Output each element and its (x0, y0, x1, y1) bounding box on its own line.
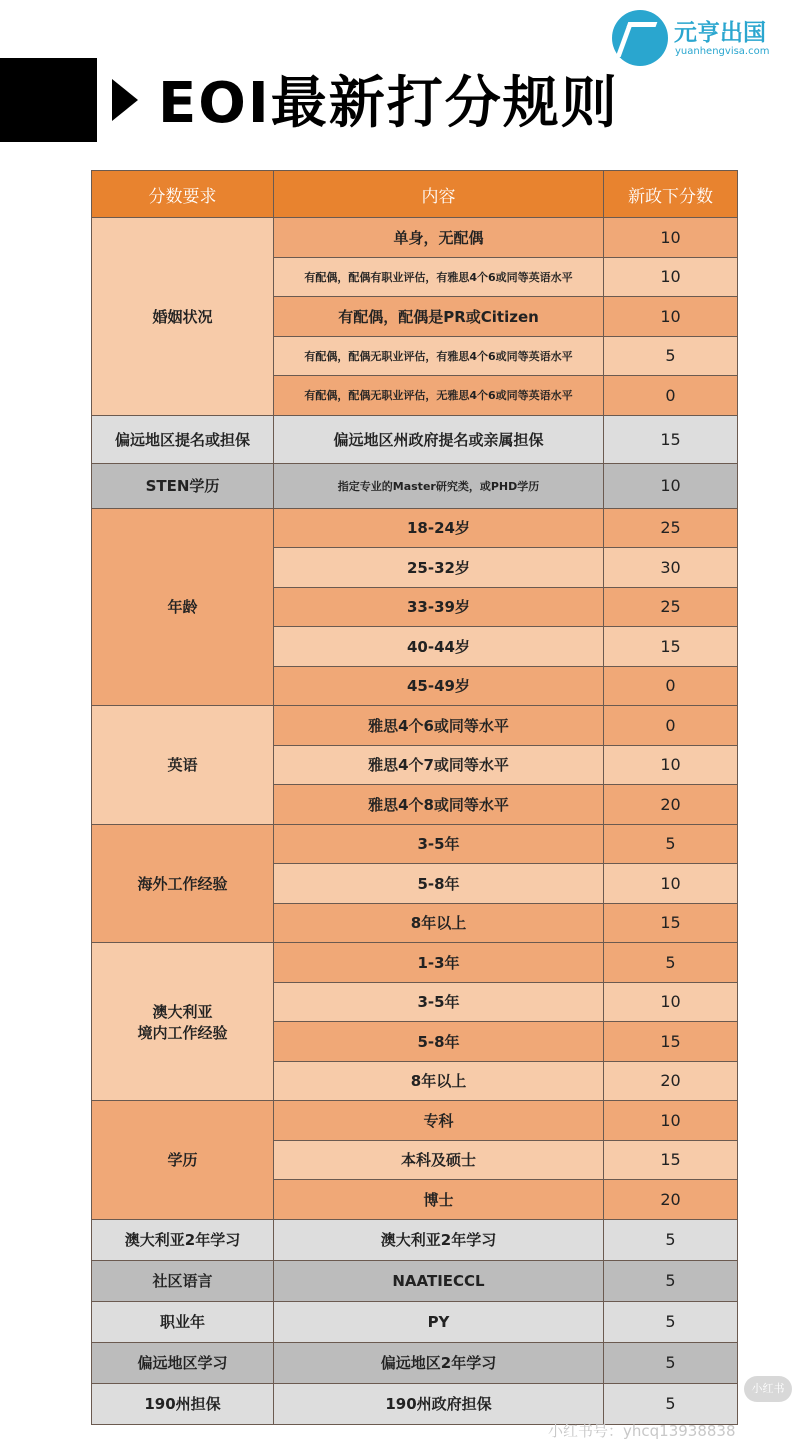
content-cell: PY (274, 1301, 604, 1342)
score-cell: 25 (604, 508, 738, 548)
content-cell: 指定专业的Master研究类，或PHD学历 (274, 463, 604, 508)
content-cell: 5-8年 (274, 864, 604, 904)
score-cell: 20 (604, 1061, 738, 1101)
category-cell: 社区语言 (92, 1260, 274, 1301)
logo-text: 元亨出国 (674, 20, 766, 46)
table-row (92, 1383, 738, 1424)
score-cell: 5 (604, 1260, 738, 1301)
content-cell: 33-39岁 (274, 587, 604, 627)
content-cell: 25-32岁 (274, 548, 604, 588)
content-cell: 澳大利亚2年学习 (274, 1219, 604, 1260)
table-row (92, 943, 738, 983)
content-cell: 博士 (274, 1180, 604, 1220)
score-cell: 10 (604, 218, 738, 258)
content-cell: 有配偶，配偶是PR或Citizen (274, 297, 604, 337)
page-title: EOI最新打分规则 (158, 71, 619, 136)
category-cell: 英语 (92, 706, 274, 825)
content-cell: 3-5年 (274, 824, 604, 864)
content-cell: 190州政府担保 (274, 1383, 604, 1424)
score-cell: 0 (604, 666, 738, 706)
content-cell: 本科及硕士 (274, 1140, 604, 1180)
score-cell: 15 (604, 415, 738, 463)
watermark-text: 小红书号：yhcq13938838 (548, 1422, 736, 1440)
table-row (92, 463, 738, 508)
table-row (92, 1219, 738, 1260)
score-cell: 15 (604, 1022, 738, 1062)
content-cell: 8年以上 (274, 1061, 604, 1101)
content-cell: 偏远地区州政府提名或亲属担保 (274, 415, 604, 463)
table-row (92, 1260, 738, 1301)
content-cell: NAATIECCL (274, 1260, 604, 1301)
content-cell: 8年以上 (274, 903, 604, 943)
score-cell: 15 (604, 903, 738, 943)
table-row (92, 1101, 738, 1141)
content-cell: 有配偶，配偶有职业评估，有雅思4个6或同等英语水平 (274, 257, 604, 297)
score-cell: 15 (604, 1140, 738, 1180)
score-cell: 10 (604, 257, 738, 297)
category-cell: 澳大利亚 境内工作经验 (92, 943, 274, 1101)
content-cell: 雅思4个8或同等水平 (274, 785, 604, 825)
content-cell: 雅思4个7或同等水平 (274, 745, 604, 785)
score-cell: 15 (604, 627, 738, 667)
column-header-score: 新政下分数 (604, 171, 738, 218)
play-arrow-icon (112, 79, 138, 121)
score-cell: 5 (604, 824, 738, 864)
score-cell: 20 (604, 1180, 738, 1220)
score-cell: 0 (604, 706, 738, 746)
title-block-decoration (0, 58, 97, 142)
watermark-badge: 小红书 (744, 1376, 792, 1402)
category-cell: STEN学历 (92, 463, 274, 508)
score-cell: 25 (604, 587, 738, 627)
score-cell: 10 (604, 463, 738, 508)
eoi-score-table (91, 170, 738, 1425)
content-cell: 18-24岁 (274, 508, 604, 548)
category-cell: 190州担保 (92, 1383, 274, 1424)
category-cell: 偏远地区提名或担保 (92, 415, 274, 463)
table-row (92, 1301, 738, 1342)
score-cell: 10 (604, 982, 738, 1022)
score-cell: 5 (604, 943, 738, 983)
score-cell: 10 (604, 1101, 738, 1141)
content-cell: 雅思4个6或同等水平 (274, 706, 604, 746)
score-cell: 10 (604, 297, 738, 337)
table-row (92, 1342, 738, 1383)
content-cell: 有配偶，配偶无职业评估，有雅思4个6或同等英语水平 (274, 336, 604, 376)
content-cell: 专科 (274, 1101, 604, 1141)
score-cell: 20 (604, 785, 738, 825)
score-cell: 10 (604, 864, 738, 904)
category-cell: 职业年 (92, 1301, 274, 1342)
logo-mark-icon (612, 10, 668, 66)
table-row (92, 706, 738, 746)
content-cell: 偏远地区2年学习 (274, 1342, 604, 1383)
score-cell: 5 (604, 1342, 738, 1383)
score-cell: 5 (604, 1219, 738, 1260)
content-cell: 45-49岁 (274, 666, 604, 706)
score-cell: 0 (604, 376, 738, 416)
table-row (92, 508, 738, 548)
content-cell: 40-44岁 (274, 627, 604, 667)
score-cell: 5 (604, 1301, 738, 1342)
table-row (92, 415, 738, 463)
brand-logo (612, 10, 782, 66)
column-header-content: 内容 (274, 171, 604, 218)
table-row (92, 824, 738, 864)
logo-url: yuanhengvisa.com (675, 46, 770, 57)
content-cell: 1-3年 (274, 943, 604, 983)
category-cell: 澳大利亚2年学习 (92, 1219, 274, 1260)
column-header-requirement: 分数要求 (92, 171, 274, 218)
category-cell: 海外工作经验 (92, 824, 274, 943)
score-cell: 10 (604, 745, 738, 785)
table-header-row (92, 171, 738, 218)
score-cell: 30 (604, 548, 738, 588)
category-cell: 偏远地区学习 (92, 1342, 274, 1383)
score-cell: 5 (604, 336, 738, 376)
table-row (92, 218, 738, 258)
category-cell: 婚姻状况 (92, 218, 274, 416)
content-cell: 5-8年 (274, 1022, 604, 1062)
score-cell: 5 (604, 1383, 738, 1424)
category-cell: 年龄 (92, 508, 274, 706)
content-cell: 3-5年 (274, 982, 604, 1022)
content-cell: 有配偶，配偶无职业评估，无雅思4个6或同等英语水平 (274, 376, 604, 416)
category-cell: 学历 (92, 1101, 274, 1220)
content-cell: 单身，无配偶 (274, 218, 604, 258)
